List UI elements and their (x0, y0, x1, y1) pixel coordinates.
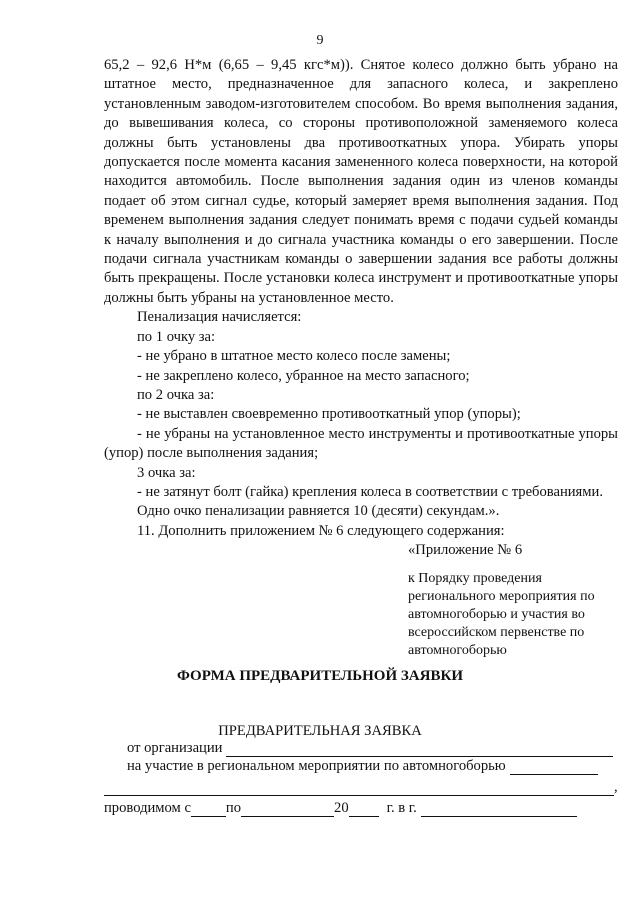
date-from-field[interactable] (191, 801, 226, 817)
continuation-line (104, 779, 618, 796)
penalty-item: - не затянут болт (гайка) крепления колеса в соответствии с требованиями. (137, 483, 603, 500)
penalty-item: - не выставлен своевременно противооткатный упор (упоры); (137, 406, 521, 423)
participation-field[interactable] (510, 759, 598, 775)
organization-field[interactable] (226, 741, 613, 757)
penalty-item: - не убрано в штатное место колесо после замены; (137, 348, 451, 365)
penalty-item: - не закреплено колесо, убранное на место запасного; (137, 367, 470, 384)
application-title: ПРЕДВАРИТЕЛЬНАЯ ЗАЯВКА (218, 723, 422, 739)
comma: , (614, 779, 618, 795)
year-prefix: 20 (334, 800, 349, 816)
page-number: 9 (316, 33, 324, 48)
penalty-level-3: 3 очка за: (137, 464, 196, 481)
penalty-level-1: по 1 очку за: (137, 328, 216, 345)
organization-line (127, 740, 613, 757)
participation-label: на участие в региональном мероприятии по автомногоборью (127, 758, 506, 774)
participation-line (127, 758, 598, 775)
to-label: по (225, 800, 242, 816)
date-to-field[interactable] (241, 801, 334, 817)
penalty-level-2: по 2 очка за: (137, 386, 215, 403)
dates-line (104, 800, 577, 817)
penalty-item: - не убраны на установленное место инструменты и противооткатные упоры (упор) после выполнения задания; (104, 425, 618, 462)
penalty-heading: Пенализация начисляется: (137, 309, 302, 326)
organization-label: от организации (127, 740, 223, 756)
form-title: ФОРМА ПРЕДВАРИТЕЛЬНОЙ ЗАЯВКИ (176, 668, 464, 684)
paragraph: 65,2 – 92,6 Н*м (6,65 – 9,45 кгс*м)). Снятое колесо должно быть убрано на штатное место, предназначенное для запасного колеса, и закреплено установленным заводом-изготовителем способом. Во время выполнения задания, до вывешивания колеса, со стороны противоположной заменяемого колеса должны быть установлены два противооткатных упора. Убирать упоры допускается после момента касания замененного колеса поверхности, на которой находится автомобиль. После выполнения задания один из членов команды подает об этом сигнал судье, который замеряет время выполнения задания. Под временем выполнения задания следует понимать время с подачи судьей команды к началу выполнения и до сигнала участника команды о его завершении. После подачи сигнала участникам команды о завершении задания все работы должны быть прекращены. После установки колеса инструмент и противооткатные упоры должны быть убраны на установленное место. (104, 57, 618, 306)
continuation-field[interactable] (104, 780, 614, 796)
annex-subtitle: к Порядку проведения регионального мероприятия по автомногоборью и участия во всероссийском первенстве по автомногоборью (408, 571, 595, 658)
city-label: г. в г. (386, 800, 417, 816)
year-field[interactable] (349, 801, 379, 817)
annex-title: «Приложение № 6 (408, 542, 523, 558)
penalty-note: Одно очко пенализации равняется 10 (десяти) секундам.». (137, 503, 500, 520)
held-from-label: проводимом с (104, 800, 191, 816)
body-text (104, 56, 618, 541)
amendment-item: 11. Дополнить приложением № 6 следующего содержания: (137, 522, 505, 539)
city-field[interactable] (421, 801, 577, 817)
